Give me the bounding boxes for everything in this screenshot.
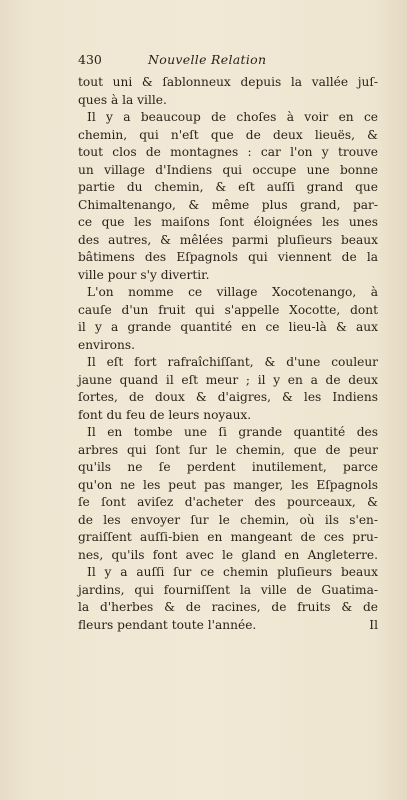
page-number: 430	[78, 52, 102, 67]
running-title: Nouvelle Relation	[148, 52, 267, 67]
text-line: tout uni & ſablonneux depuis la vallée juſ-	[78, 75, 378, 89]
text-line: qu'ils ne ſe perdent inutilement, parce	[78, 460, 378, 474]
text-line: Il eſt fort rafraîchiſſant, & d'une couleur	[87, 355, 378, 369]
text-block	[78, 50, 378, 634]
catchword: Il	[369, 617, 378, 632]
text-line: Il y a beaucoup de choſes à voir en ce	[87, 110, 378, 124]
text-line: Il y a auſſi ſur ce chemin pluſieurs beaux	[87, 565, 378, 579]
text-line: ce que les maiſons ſont éloignées les unes	[78, 215, 378, 229]
text-line: bâtimens des Eſpagnols qui viennent de la	[78, 250, 378, 264]
text-line: Il en tombe une ſi grande quantité des	[87, 425, 378, 439]
text-line: font du feu de leurs noyaux.	[78, 407, 252, 422]
text-line: ques à la ville.	[78, 92, 167, 107]
text-line: environs.	[78, 337, 135, 352]
text-line: qu'on ne les peut pas manger, les Eſpagnols	[78, 477, 378, 492]
text-line: Chimaltenango, & même plus grand, par-	[78, 197, 378, 212]
text-line: de les envoyer ſur le chemin, où ils s'en-	[78, 512, 378, 527]
text-line: fleurs pendant toute l'année.	[78, 617, 257, 632]
text-line: graiſſent auſſi-bien en mangeant de ces pru-	[78, 530, 378, 544]
text-line: L'on nomme ce village Xocotenango, à	[87, 285, 378, 299]
text-line: tout clos de montagnes : car l'on y trouve	[78, 145, 378, 159]
text-line: jaune quand il eſt meur ; il y en a de deux	[78, 372, 378, 387]
page-header	[78, 50, 378, 74]
text-line: la d'herbes & de racines, de fruits & de	[78, 600, 378, 614]
text-line: des autres, & mêlées parmi pluſieurs beaux	[78, 232, 378, 247]
text-line: un village d'Indiens qui occupe une bonne	[78, 162, 378, 177]
text-line: il y a grande quantité en ce lieu-là & aux	[78, 320, 378, 334]
text-line: ſortes, de doux & d'aigres, & les Indiens	[78, 390, 378, 404]
text-line: cauſe d'un fruit qui s'appelle Xocotte, dont	[78, 302, 378, 317]
text-line: partie du chemin, & eſt auſſi grand que	[78, 180, 378, 194]
text-line: chemin, qui n'eſt que de deux lieuës, &	[78, 127, 378, 142]
body-text	[78, 74, 378, 634]
text-line: arbres qui ſont ſur le chemin, que de peur	[78, 442, 378, 457]
text-line: nes, qu'ils font avec le gland en Angleterre.	[78, 547, 378, 562]
text-line: ſe ſont aviſez d'acheter des pourceaux, &	[78, 495, 378, 509]
text-line: ville pour s'y divertir.	[78, 267, 210, 282]
text-line: jardins, qui fourniſſent la ville de Guatima-	[78, 582, 378, 597]
